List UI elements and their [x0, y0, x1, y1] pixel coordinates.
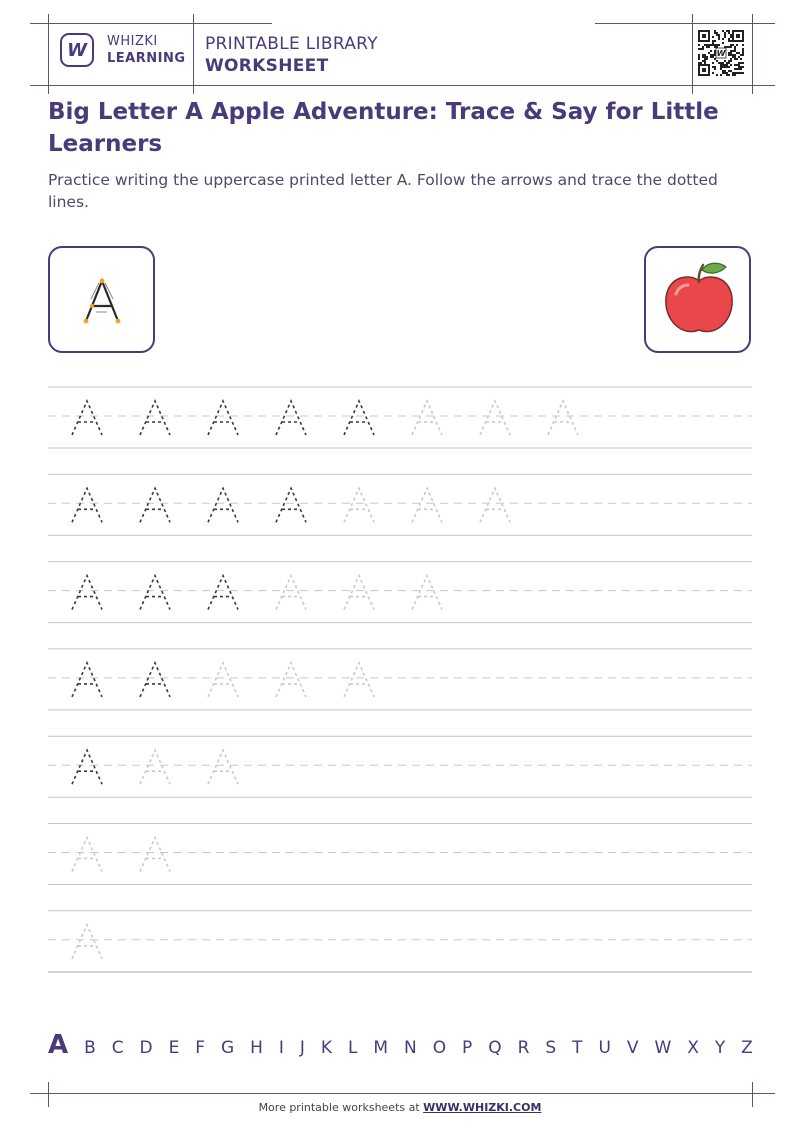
brand-name-bottom: LEARNING — [107, 51, 186, 66]
practice-row[interactable] — [48, 562, 752, 623]
alphabet-letter: I — [278, 1038, 284, 1058]
trace-letter-faint[interactable] — [140, 750, 170, 784]
trace-letter-faint[interactable] — [72, 925, 102, 959]
alphabet-letter: H — [250, 1038, 263, 1058]
page-title: Big Letter A Apple Adventure: Trace & Say for Little Learners — [48, 99, 719, 157]
practice-row[interactable] — [48, 387, 752, 448]
trace-letter-dark[interactable] — [276, 488, 306, 522]
alphabet-letter: S — [545, 1038, 557, 1058]
alphabet-letter: O — [432, 1038, 447, 1058]
trace-letter-faint[interactable] — [412, 576, 442, 610]
practice-row[interactable] — [48, 649, 752, 710]
alphabet-letter: N — [404, 1038, 417, 1058]
practice-row[interactable] — [48, 474, 752, 535]
alphabet-letter: D — [139, 1038, 153, 1058]
trace-letter-faint[interactable] — [140, 838, 170, 872]
practice-row[interactable] — [48, 911, 752, 972]
alphabet-letter: P — [462, 1038, 473, 1058]
trace-letter-faint[interactable] — [412, 488, 442, 522]
alphabet-letter: B — [84, 1038, 96, 1058]
trace-letter-dark[interactable] — [208, 488, 238, 522]
trace-letter-dark[interactable] — [140, 401, 170, 435]
alphabet-letter: J — [299, 1038, 305, 1058]
svg-text:W: W — [716, 49, 726, 58]
alphabet-letter: Y — [714, 1038, 726, 1058]
alphabet-letter: X — [687, 1038, 699, 1058]
alphabet-highlight-letter: A — [48, 1030, 69, 1060]
instructions: Practice writing the uppercase printed letter A. Follow the arrows and trace the dotted lines. — [48, 171, 718, 211]
trace-letter-dark[interactable] — [72, 401, 102, 435]
trace-letter-faint[interactable] — [344, 576, 374, 610]
trace-letter-faint[interactable] — [344, 488, 374, 522]
alphabet-letter: U — [598, 1038, 611, 1058]
alphabet-letter: V — [626, 1038, 639, 1058]
trace-letter-dark[interactable] — [276, 401, 306, 435]
alphabet-letter: W — [654, 1038, 672, 1058]
alphabet-letter: Z — [741, 1038, 753, 1058]
trace-letter-faint[interactable] — [480, 488, 510, 522]
trace-letter-dark[interactable] — [72, 488, 102, 522]
library-label-bottom: WORKSHEET — [205, 56, 329, 76]
trace-letter-dark[interactable] — [208, 401, 238, 435]
trace-letter-dark[interactable] — [72, 576, 102, 610]
alphabet-strip — [48, 1030, 753, 1060]
trace-letter-dark[interactable] — [208, 576, 238, 610]
practice-row[interactable] — [48, 736, 752, 797]
library-label-top: PRINTABLE LIBRARY — [205, 34, 378, 54]
alphabet-letter: G — [221, 1038, 235, 1058]
trace-letter-faint[interactable] — [72, 838, 102, 872]
practice-row[interactable] — [48, 824, 752, 885]
trace-letter-dark[interactable] — [72, 750, 102, 784]
alphabet-letter: Q — [488, 1038, 502, 1058]
trace-letter-faint[interactable] — [548, 401, 578, 435]
brand-name-top: WHIZKI — [107, 34, 158, 49]
alphabet-letter: E — [168, 1038, 180, 1058]
footer-prefix: More printable worksheets at — [258, 1101, 424, 1114]
trace-letter-faint[interactable] — [208, 750, 238, 784]
trace-letter-faint[interactable] — [208, 663, 238, 697]
trace-letter-dark[interactable] — [140, 576, 170, 610]
footer-frame-line — [30, 1093, 775, 1094]
footer-website-link[interactable]: WWW.WHIZKI.COM — [423, 1101, 542, 1114]
alphabet-letter: F — [195, 1038, 206, 1058]
alphabet-letter: L — [347, 1038, 358, 1058]
alphabet-letter: T — [572, 1038, 583, 1058]
alphabet-letter: M — [373, 1038, 389, 1058]
alphabet-letter: C — [111, 1038, 124, 1058]
trace-letter-faint[interactable] — [480, 401, 510, 435]
whizki-logo-icon: W — [60, 33, 94, 67]
trace-letter-faint[interactable] — [344, 663, 374, 697]
trace-letter-dark[interactable] — [72, 663, 102, 697]
trace-letter-faint[interactable] — [276, 663, 306, 697]
trace-letter-faint[interactable] — [412, 401, 442, 435]
alphabet-letter: K — [320, 1038, 332, 1058]
trace-letter-faint[interactable] — [276, 576, 306, 610]
trace-letter-dark[interactable] — [140, 663, 170, 697]
alphabet-letter: R — [517, 1038, 530, 1058]
trace-letter-dark[interactable] — [344, 401, 374, 435]
trace-letter-dark[interactable] — [140, 488, 170, 522]
footer-note — [0, 1101, 800, 1114]
